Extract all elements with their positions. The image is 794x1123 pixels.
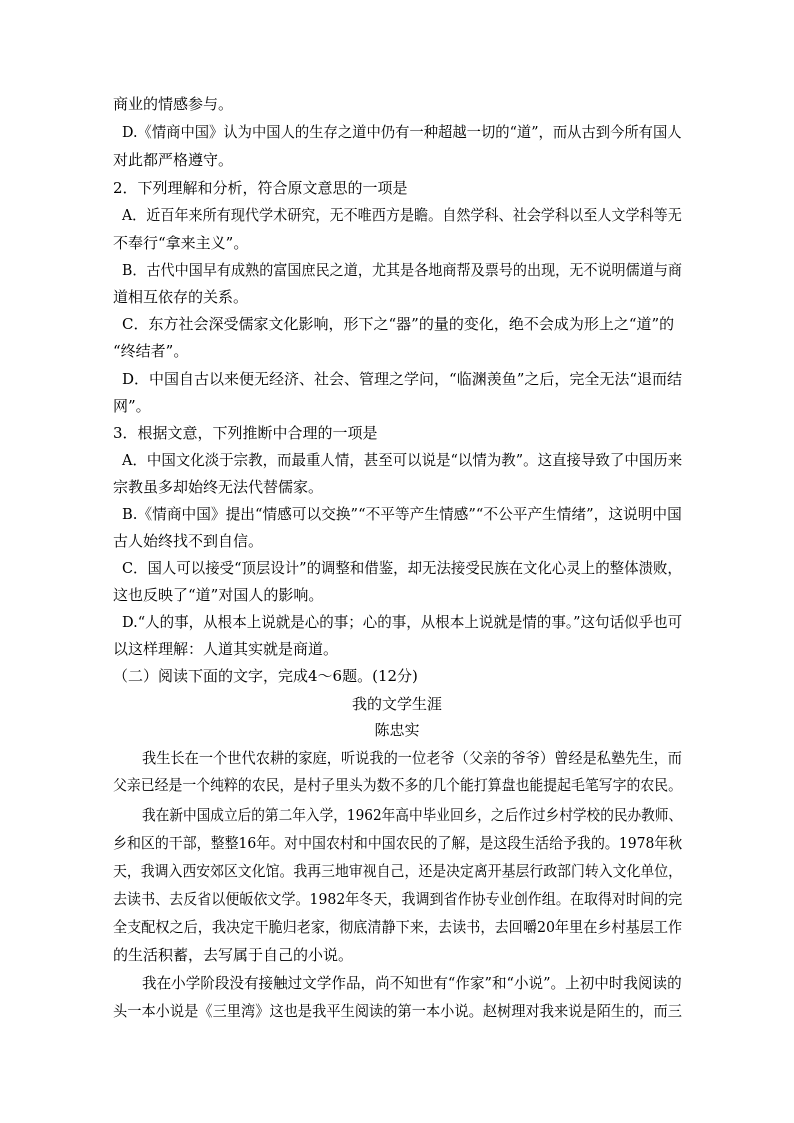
option-b-line: B.《情商中国》提出“情感可以交换”“不平等产生情感”“不公平产生情绪”，这说明中国 <box>122 505 682 523</box>
option-c-line: C．东方社会深受儒家文化影响，形下之“器”的量的变化，绝不会成为形上之“道”的 <box>122 315 675 333</box>
paragraph-line: 的生活积蓄，去写属于自己的小说。 <box>113 946 354 964</box>
paragraph-line: 头一本小说是《三里湾》这也是我平生阅读的第一本小说。赵树理对我来说是陌生的，而三 <box>113 1002 682 1020</box>
option-d-line: D．中国自古以来便无经济、社会、管理之学问，“临渊羡鱼”之后，完全无法“退而结 <box>122 370 683 388</box>
paragraph-line: 乡和区的干部，整整16年。对中国农村和中国农民的了解，是这段生活给予我的。1978年秋 <box>113 834 683 852</box>
text-line: 网”。 <box>113 397 151 415</box>
text-line: 商业的情感参与。 <box>113 95 234 113</box>
text-line: 不奉行“拿来主义”。 <box>113 234 249 252</box>
article-author: 陈忠实 <box>374 721 420 739</box>
paragraph-line: 全支配权之后，我决定干脆归老家，彻底清静下来，去读书，去回嚼20年里在乡村基层工作 <box>113 918 683 936</box>
text-line: 宗教虽多却始终无法代替儒家。 <box>113 478 324 496</box>
option-d-line: D.“人的事，从根本上说就是心的事；心的事，从根本上说就是情的事。”这句话似乎也可 <box>122 613 683 631</box>
question-2: 2．下列理解和分析，符合原文意思的一项是 <box>113 179 408 197</box>
paragraph-line: 我在小学阶段没有接触过文学作品，尚不知世有“作家”和“小说”。上初中时我阅读的 <box>142 974 682 992</box>
text-line: 古人始终找不到自信。 <box>113 532 264 550</box>
text-line: “终结者”。 <box>113 342 189 360</box>
text-line: 以这样理解：人道其实就是商道。 <box>113 640 339 658</box>
text-line: 道相互依存的关系。 <box>113 288 249 306</box>
section-heading: （二）阅读下面的文字，完成4～6题。(12分) <box>113 667 418 685</box>
text-line: 对此都严格遵守。 <box>113 151 234 169</box>
text-line: 这也反映了“道”对国人的影响。 <box>113 586 324 604</box>
paragraph-line: 我在新中国成立后的第二年入学，1962年高中毕业回乡，之后作过乡村学校的民办教师、 <box>142 806 683 824</box>
article-title: 我的文学生涯 <box>351 695 442 713</box>
question-3: 3．根据文意，下列推断中合理的一项是 <box>113 424 378 442</box>
option-a-line: A．中国文化淡于宗教，而最重人情，甚至可以说是“以情为教”。这直接导致了中国历来 <box>122 451 683 469</box>
option-b-line: B．古代中国早有成熟的富国庶民之道，尤其是各地商帮及票号的出现，无不说明儒道与商 <box>122 261 683 279</box>
paragraph-line: 我生长在一个世代农耕的家庭，听说我的一位老爷（父亲的爷爷）曾经是私塾先生，而 <box>142 749 683 767</box>
paragraph-line: 父亲已经是一个纯粹的农民，是村子里头为数不多的几个能打算盘也能提起毛笔写字的农民。 <box>113 776 683 794</box>
option-d-line: D.《情商中国》认为中国人的生存之道中仍有一种超越一切的“道”，而从古到今所有国人 <box>122 123 682 141</box>
option-c-line: C．国人可以接受“顶层设计”的调整和借鉴，却无法接受民族在文化心灵上的整体溃败， <box>122 559 682 577</box>
option-a-line: A．近百年来所有现代学术研究，无不唯西方是瞻。自然学科、社会学科以至人文学科等无 <box>122 206 682 224</box>
paragraph-line: 天，我调入西安郊区文化馆。我再三地审视自己，还是决定离开基层行政部门转入文化单位， <box>113 862 683 880</box>
paragraph-line: 去读书、去反省以便皈依文学。1982年冬天，我调到省作协专业创作组。在取得对时间的完 <box>113 890 683 908</box>
